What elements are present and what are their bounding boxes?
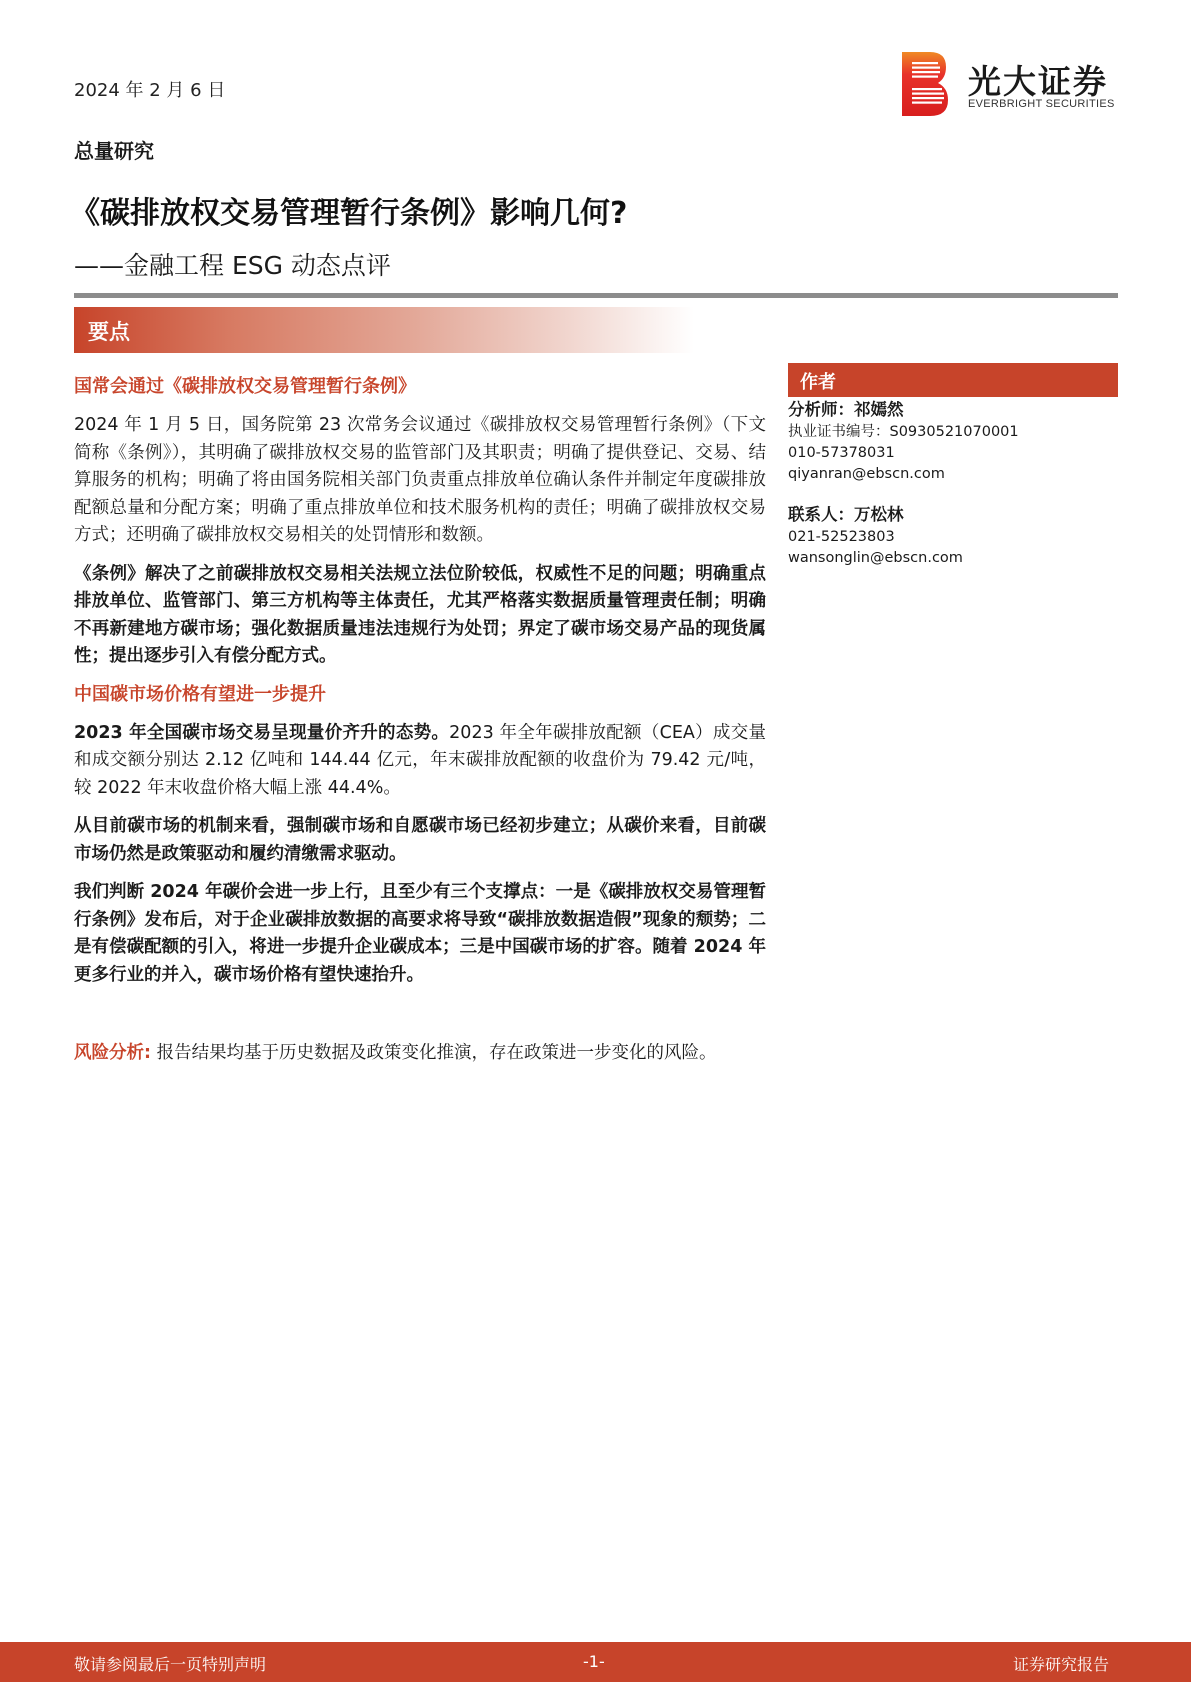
paragraph-risk	[74, 1040, 766, 1068]
main-content	[74, 374, 766, 1079]
paragraph-market-mechanism: 从目前碳市场的机制来看，强制碳市场和自愿碳市场已经初步建立；从碳价来看，目前碳市场仍然是政策驱动和履约清缴需求驱动。	[74, 816, 766, 864]
paragraph-price-outlook: 我们判断 2024 年碳价会进一步上行，且至少有三个支撑点：一是《碳排放权交易管理暂行条例》发布后，对于企业碳排放数据的高要求将导致“碳排放数据造假”现象的颓势；二是有偿碳配额的引入，将进一步提升企业碳成本；三是中国碳市场的扩容。随着 2024 年更多行业的并入，碳市场价格有望快速抬升。	[74, 882, 766, 985]
report-category: 总量研究	[74, 139, 154, 163]
footer-report-type: 证券研究报告	[1012, 1655, 1109, 1674]
analyst-email[interactable]: qiyanran@ebscn.com	[788, 466, 945, 482]
risk-text: 报告结果均基于历史数据及政策变化推演，存在政策进一步变化的风险。	[151, 1043, 717, 1063]
logo-cn-text: 光大证券	[968, 62, 1108, 101]
analyst-phone: 010-57378031	[788, 445, 895, 461]
everbright-b-logo-icon	[902, 52, 948, 116]
contact-name: 联系人：万松林	[788, 505, 904, 524]
keypoints-banner	[74, 307, 694, 353]
author-info	[788, 398, 1118, 569]
report-title: 《碳排放权交易管理暂行条例》影响几何?	[70, 196, 628, 231]
everbright-logo	[902, 52, 1116, 118]
paragraph-market-data: 2023 年全年碳排放配额（CEA）成交量和成交额分别达 2.12 亿吨和 144.44 亿元，年末碳排放配额的收盘价为 79.42 元/吨，较 2022 年末收盘价格大幅上涨 44.4%。	[74, 722, 766, 798]
paragraph-market-2023	[74, 720, 766, 803]
report-subtitle: ——金融工程 ESG 动态点评	[74, 251, 391, 280]
analyst-name: 分析师：祁嫣然	[788, 400, 904, 419]
author-label: 作者	[800, 372, 836, 393]
contact-phone: 021-52523803	[788, 529, 895, 545]
paragraph-lead-bold: 2023 年全国碳市场交易呈现量价齐升的态势。	[74, 722, 450, 743]
contact-email[interactable]: wansonglin@ebscn.com	[788, 550, 963, 566]
paragraph-regulation-summary: 2024 年 1 月 5 日，国务院第 23 次常务会议通过《碳排放权交易管理暂行条例》（下文简称《条例》），其明确了碳排放权交易的监管部门及其职责；明确了提供登记、交易、结算服务的机构；明确了将由国务院相关部门负责重点排放单位确认条件并制定年度碳排放配额总量和分配方案；明确了重点排放单位和技术服务机构的责任；明确了碳排放权交易方式；还明确了碳排放权交易相关的处罚情形和数额。	[74, 415, 766, 545]
paragraph-regulation-impact: 《条例》解决了之前碳排放权交易相关法规立法位阶较低，权威性不足的问题；明确重点排放单位、监管部门、第三方机构等主体责任，尤其严格落实数据质量管理责任制；明确不再新建地方碳市场；强化数据质量违法违规行为处罚；界定了碳市场交易产品的现货属性；提出逐步引入有偿分配方式。	[74, 563, 766, 666]
page-footer	[0, 1642, 1191, 1682]
footer-disclaimer: 敬请参阅最后一页特别声明	[74, 1655, 267, 1674]
risk-label: 风险分析:	[74, 1043, 151, 1063]
section-title-regulation: 国常会通过《碳排放权交易管理暂行条例》	[74, 376, 416, 397]
report-date: 2024 年 2 月 6 日	[74, 80, 226, 101]
logo-en-text: EVERBRIGHT SECURITIES	[968, 98, 1115, 110]
keypoints-label: 要点	[88, 320, 130, 344]
page-number: -1-	[583, 1652, 605, 1671]
header-divider	[74, 293, 1118, 298]
author-banner	[788, 363, 1118, 397]
section-title-carbon-price: 中国碳市场价格有望进一步提升	[74, 683, 326, 705]
analyst-license: 执业证书编号：S0930521070001	[788, 424, 1019, 440]
